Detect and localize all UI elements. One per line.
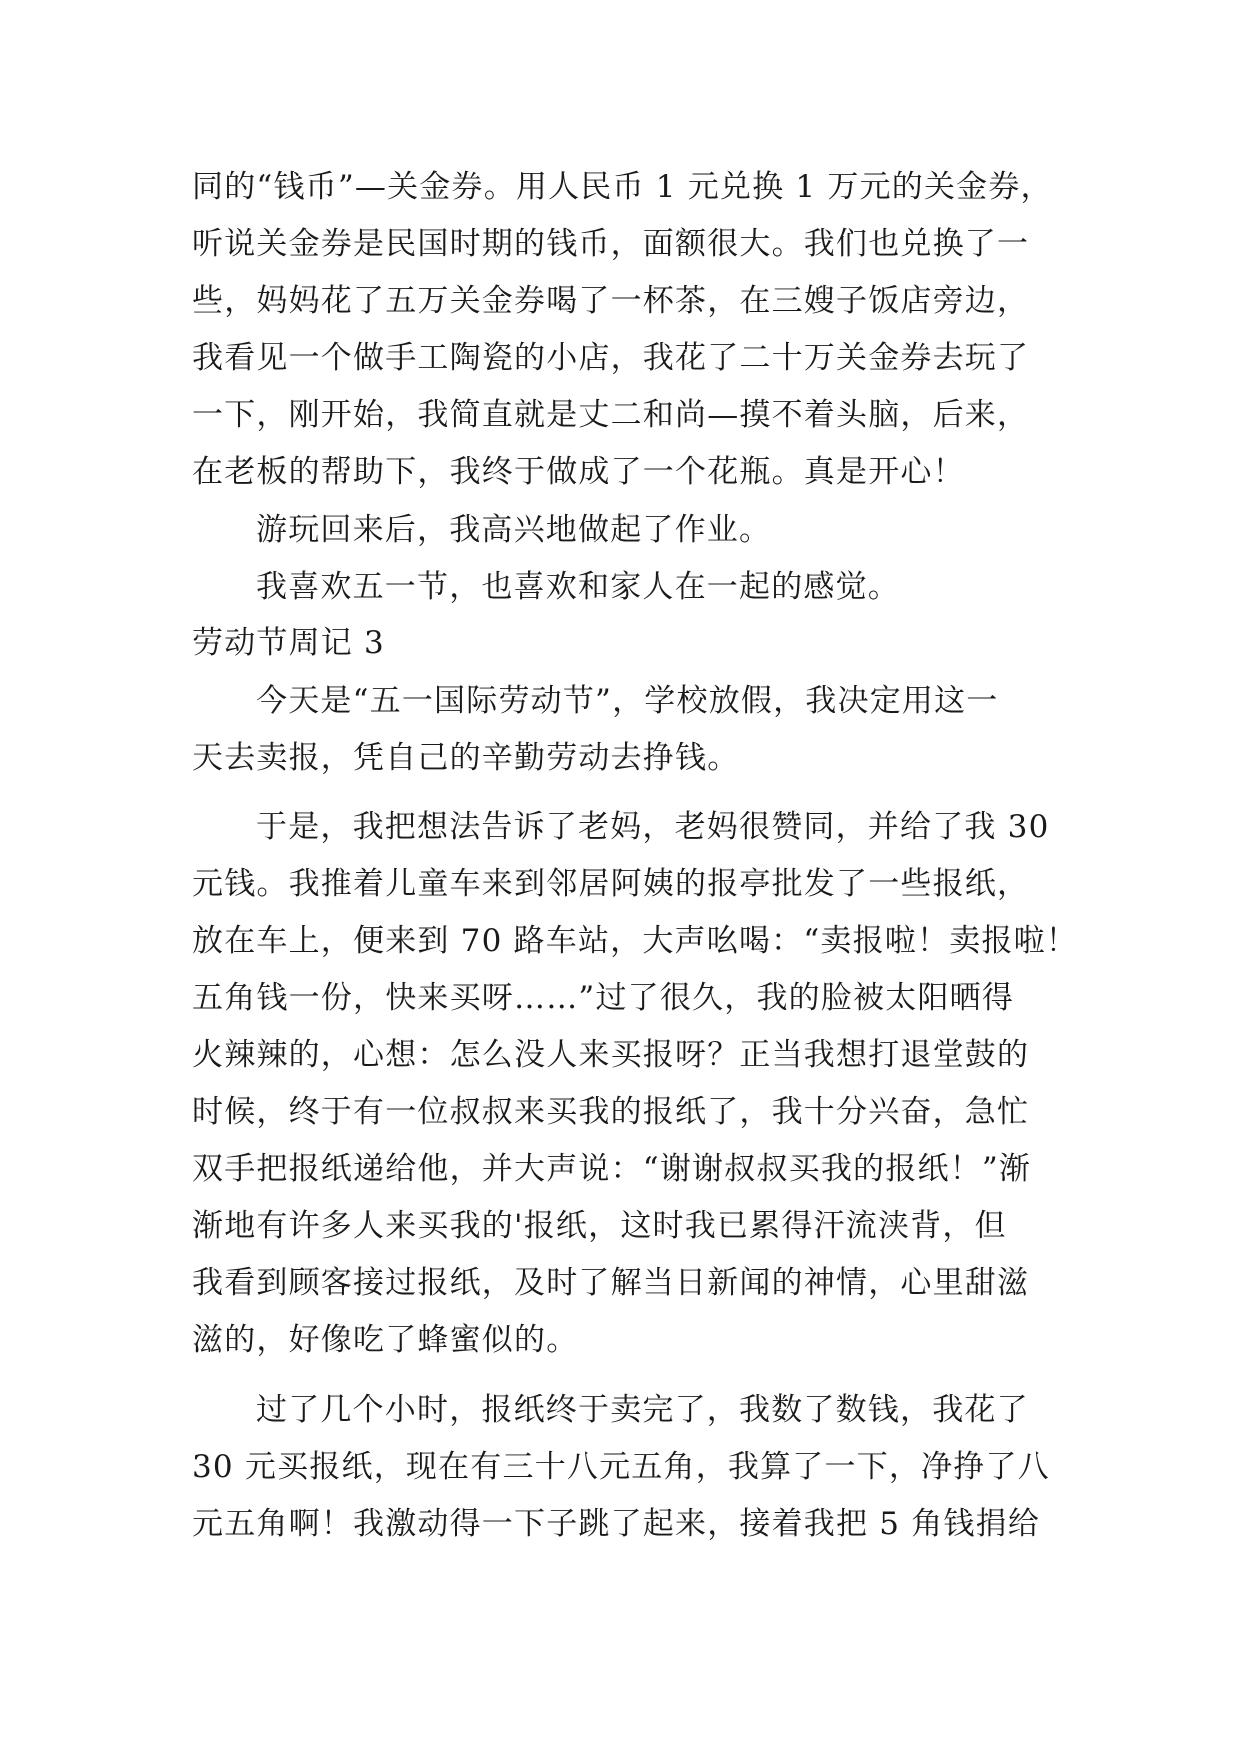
text-line: 过了几个小时，报纸终于卖完了，我数了数钱，我花了 bbox=[256, 1392, 1029, 1428]
text-line: 听说关金券是民国时期的钱币，面额很大。我们也兑换了一 bbox=[192, 226, 1030, 262]
text-line: 我喜欢五一节，也喜欢和家人在一起的感觉。 bbox=[256, 569, 900, 605]
text-line: 元五角啊！我激动得一下子跳了起来，接着我把 5 角钱捐给 bbox=[192, 1506, 1041, 1542]
text-line: 时候，终于有一位叔叔来买我的报纸了，我十分兴奋，急忙 bbox=[192, 1094, 1030, 1130]
text-line: 滋的，好像吃了蜂蜜似的。 bbox=[192, 1322, 579, 1358]
section-heading: 劳动节周记 3 bbox=[192, 625, 385, 661]
text-line: 些，妈妈花了五万关金券喝了一杯茶，在三嫂子饭店旁边， bbox=[192, 283, 1030, 319]
text-line: 今天是“五一国际劳动节”，学校放假，我决定用这一 bbox=[256, 683, 999, 719]
text-line: 在老板的帮助下，我终于做成了一个花瓶。真是开心！ bbox=[192, 454, 965, 490]
text-line: 我看到顾客接过报纸，及时了解当日新闻的神情，心里甜滋 bbox=[192, 1265, 1030, 1301]
text-line: 放在车上，便来到 70 路车站，大声吆喝：“卖报啦！卖报啦！ bbox=[192, 923, 1078, 959]
text-line: 30 元买报纸，现在有三十八元五角，我算了一下，净挣了八 bbox=[192, 1449, 1050, 1485]
text-line: 游玩回来后，我高兴地做起了作业。 bbox=[256, 512, 772, 548]
text-line: 元钱。我推着儿童车来到邻居阿姨的报亭批发了一些报纸， bbox=[192, 866, 1030, 902]
text-line: 渐地有许多人来买我的'报纸，这时我已累得汗流浃背，但 bbox=[192, 1208, 1007, 1244]
text-line: 火辣辣的，心想：怎么没人来买报呀？正当我想打退堂鼓的 bbox=[192, 1037, 1030, 1073]
text-line: 双手把报纸递给他，并大声说：“谢谢叔叔买我的报纸！”渐 bbox=[192, 1151, 1032, 1187]
text-line: 于是，我把想法告诉了老妈，老妈很赞同，并给了我 30 bbox=[256, 809, 1050, 845]
text-line: 同的“钱币”—关金券。用人民币 1 元兑换 1 万元的关金券， bbox=[192, 169, 1053, 205]
text-line: 天去卖报，凭自己的辛勤劳动去挣钱。 bbox=[192, 740, 740, 776]
text-line: 我看见一个做手工陶瓷的小店，我花了二十万关金券去玩了 bbox=[192, 340, 1030, 376]
text-line: 一下，刚开始，我简直就是丈二和尚—摸不着头脑，后来， bbox=[192, 397, 1030, 433]
text-line: 五角钱一份，快来买呀……”过了很久，我的脸被太阳晒得 bbox=[192, 980, 1015, 1016]
